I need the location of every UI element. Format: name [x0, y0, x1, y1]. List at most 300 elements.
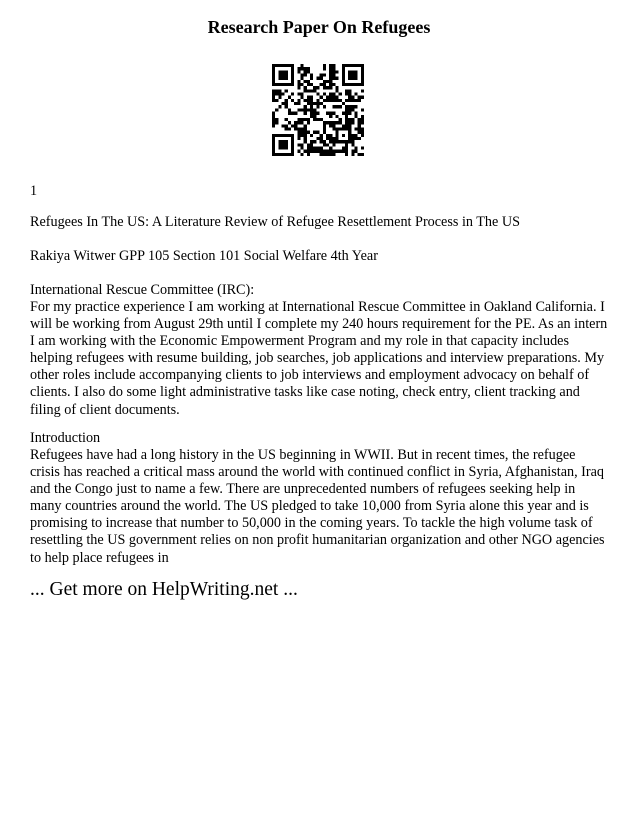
qr-module — [326, 121, 329, 124]
qr-module — [329, 146, 332, 149]
qr-module — [329, 124, 332, 127]
qr-module — [323, 121, 326, 124]
qr-module — [361, 131, 364, 134]
qr-module — [323, 93, 326, 96]
qr-module — [320, 150, 323, 153]
qr-module — [301, 121, 304, 124]
qr-module — [307, 146, 310, 149]
qr-module — [361, 146, 364, 149]
qr-module — [316, 93, 319, 96]
qr-module — [345, 89, 348, 92]
qr-module — [354, 77, 357, 80]
qr-module — [278, 134, 281, 137]
qr-module — [272, 77, 275, 80]
qr-module — [345, 64, 348, 67]
qr-module — [354, 64, 357, 67]
qr-module — [282, 146, 285, 149]
qr-module — [348, 89, 351, 92]
qr-module — [348, 105, 351, 108]
qr-module — [345, 112, 348, 115]
qr-module — [310, 102, 313, 105]
qr-module — [358, 127, 361, 130]
qr-module — [351, 83, 354, 86]
qr-module — [316, 118, 319, 121]
qr-module — [342, 67, 345, 70]
qr-module — [313, 118, 316, 121]
qr-module — [354, 99, 357, 102]
qr-module — [275, 89, 278, 92]
qr-module — [358, 99, 361, 102]
qr-module — [361, 67, 364, 70]
qr-module — [278, 153, 281, 156]
qr-module — [339, 121, 342, 124]
qr-module — [320, 83, 323, 86]
qr-module — [301, 134, 304, 137]
qr-module — [285, 102, 288, 105]
qr-module — [323, 127, 326, 130]
qr-module — [329, 67, 332, 70]
qr-module — [272, 67, 275, 70]
qr-module — [291, 143, 294, 146]
qr-module — [291, 70, 294, 73]
qr-module — [342, 83, 345, 86]
qr-module — [345, 121, 348, 124]
qr-module — [282, 102, 285, 105]
qr-module — [282, 134, 285, 137]
qr-module — [345, 108, 348, 111]
qr-module — [345, 153, 348, 156]
qr-module — [358, 124, 361, 127]
qr-module — [361, 118, 364, 121]
qr-module — [304, 118, 307, 121]
qr-module — [335, 99, 338, 102]
qr-module — [351, 74, 354, 77]
qr-module — [291, 137, 294, 140]
qr-module — [320, 74, 323, 77]
qr-module — [278, 140, 281, 143]
qr-module — [272, 74, 275, 77]
qr-module — [335, 140, 338, 143]
qr-module — [288, 64, 291, 67]
qr-module — [351, 108, 354, 111]
qr-module — [278, 146, 281, 149]
qr-module — [316, 131, 319, 134]
qr-module — [326, 96, 329, 99]
qr-module — [304, 127, 307, 130]
qr-module — [272, 99, 275, 102]
qr-module — [294, 127, 297, 130]
qr-module — [342, 102, 345, 105]
qr-module — [285, 89, 288, 92]
qr-module — [310, 150, 313, 153]
qr-module — [348, 131, 351, 134]
qr-module — [285, 146, 288, 149]
qr-module — [297, 143, 300, 146]
qr-module — [285, 105, 288, 108]
qr-module — [351, 134, 354, 137]
qr-module — [285, 74, 288, 77]
qr-module — [361, 89, 364, 92]
qr-module — [361, 96, 364, 99]
qr-module — [332, 137, 335, 140]
qr-module — [329, 64, 332, 67]
qr-module — [275, 64, 278, 67]
qr-module — [332, 96, 335, 99]
page-number: 1 — [30, 183, 38, 199]
qr-module — [272, 121, 275, 124]
qr-module — [320, 137, 323, 140]
qr-module — [351, 70, 354, 73]
qr-module — [288, 108, 291, 111]
qr-module — [297, 83, 300, 86]
qr-module — [354, 134, 357, 137]
qr-module — [282, 153, 285, 156]
qr-module — [304, 131, 307, 134]
qr-module — [272, 153, 275, 156]
qr-module — [301, 143, 304, 146]
qr-module — [345, 115, 348, 118]
qr-module — [275, 153, 278, 156]
qr-module — [361, 70, 364, 73]
qr-module — [342, 134, 345, 137]
qr-module — [291, 150, 294, 153]
qr-module — [307, 89, 310, 92]
qr-module — [358, 137, 361, 140]
qr-module — [301, 131, 304, 134]
page-title: Research Paper On Refugees — [207, 17, 431, 37]
qr-module — [345, 93, 348, 96]
introduction-label: Introduction — [30, 430, 101, 446]
qr-module — [272, 96, 275, 99]
qr-module — [335, 127, 338, 130]
qr-module — [285, 99, 288, 102]
qr-module — [351, 143, 354, 146]
qr-module — [335, 70, 338, 73]
qr-module — [354, 105, 357, 108]
qr-module — [316, 102, 319, 105]
qr-module — [316, 137, 319, 140]
qr-module — [272, 143, 275, 146]
qr-module — [329, 121, 332, 124]
qr-module — [304, 86, 307, 89]
qr-module — [323, 124, 326, 127]
qr-module — [335, 131, 338, 134]
qr-module — [358, 96, 361, 99]
qr-module — [288, 96, 291, 99]
introduction-paragraph: Refugees have had a long history in the US beginning in WWII. But in recent times, the refugee crisis has reached a critical mass around the world with continued conflict in Syria, Afghanistan, Iraq and the Congo just to name a few. There are unprecedented numbers of refugees seeking help in many countries around the world. The US pledged to take 10,000 from Syria alone this year and is promising to increase that number to 50,000 in the coming years. To tackle the high volume task of resettling the US government relies on non profit humanitarian organization and other NGO agencies to help place refugees in — [30, 447, 605, 566]
qr-module — [297, 137, 300, 140]
qr-module — [348, 137, 351, 140]
qr-module — [320, 96, 323, 99]
qr-module — [285, 134, 288, 137]
qr-module — [282, 70, 285, 73]
qr-module — [323, 143, 326, 146]
qr-module — [358, 153, 361, 156]
qr-module — [339, 118, 342, 121]
qr-module — [361, 80, 364, 83]
qr-module — [316, 86, 319, 89]
qr-module — [313, 140, 316, 143]
qr-module — [323, 150, 326, 153]
qr-module — [304, 112, 307, 115]
qr-module — [282, 74, 285, 77]
qr-module — [310, 115, 313, 118]
qr-module — [348, 134, 351, 137]
qr-module — [332, 140, 335, 143]
qr-module — [297, 102, 300, 105]
qr-module — [288, 134, 291, 137]
qr-module — [307, 118, 310, 121]
qr-module — [288, 112, 291, 115]
qr-module — [272, 115, 275, 118]
qr-module — [351, 77, 354, 80]
qr-module — [335, 134, 338, 137]
qr-module — [335, 150, 338, 153]
qr-module — [282, 64, 285, 67]
qr-module — [342, 64, 345, 67]
qr-module — [307, 150, 310, 153]
qr-module — [326, 99, 329, 102]
qr-module — [304, 67, 307, 70]
qr-module — [297, 127, 300, 130]
qr-module — [304, 124, 307, 127]
qr-module — [316, 77, 319, 80]
qr-module — [361, 77, 364, 80]
qr-module — [285, 77, 288, 80]
qr-module — [275, 118, 278, 121]
qr-module — [288, 127, 291, 130]
qr-module — [272, 137, 275, 140]
qr-module — [291, 93, 294, 96]
qr-module — [332, 77, 335, 80]
qr-module — [304, 74, 307, 77]
qr-module — [297, 86, 300, 89]
irc-paragraph: For my practice experience I am working at International Rescue Committee in Oakland California. I will be working from August 29th until I complete my 240 hours requirement for the PE. As an intern I am working with the Economic Empowerment Program and my role in that capacity includes helping refugees with resume building, job searches, job applications and interview preparations. My other roles include accompanying clients to job interviews and employment advocacy on behalf of clients. I also do some light administrative tasks like case noting, check entry, client tracking and filing of client documents. — [30, 299, 608, 418]
qr-module — [351, 121, 354, 124]
qr-module — [310, 83, 313, 86]
qr-module — [332, 93, 335, 96]
qr-module — [335, 77, 338, 80]
qr-module — [348, 118, 351, 121]
qr-module — [294, 102, 297, 105]
qr-module — [291, 134, 294, 137]
qr-module — [323, 80, 326, 83]
qr-module — [348, 112, 351, 115]
qr-module — [278, 143, 281, 146]
qr-module — [329, 70, 332, 73]
qr-module — [313, 146, 316, 149]
qr-module — [326, 80, 329, 83]
qr-module — [348, 83, 351, 86]
qr-module — [272, 112, 275, 115]
qr-module — [316, 112, 319, 115]
qr-module — [285, 64, 288, 67]
qr-module — [307, 80, 310, 83]
qr-module — [329, 80, 332, 83]
qr-module — [301, 127, 304, 130]
qr-module — [297, 70, 300, 73]
qr-module — [307, 131, 310, 134]
qr-module — [329, 74, 332, 77]
qr-module — [339, 99, 342, 102]
qr-module — [332, 127, 335, 130]
qr-module — [326, 134, 329, 137]
qr-module — [361, 108, 364, 111]
qr-module — [288, 121, 291, 124]
qr-module — [272, 70, 275, 73]
qr-module — [301, 93, 304, 96]
qr-module — [345, 143, 348, 146]
qr-module — [278, 64, 281, 67]
qr-module — [320, 153, 323, 156]
qr-module — [310, 112, 313, 115]
qr-module — [304, 99, 307, 102]
qr-module — [297, 108, 300, 111]
qr-module — [339, 140, 342, 143]
qr-module — [313, 102, 316, 105]
qr-module — [272, 93, 275, 96]
qr-module — [278, 74, 281, 77]
qr-module — [285, 153, 288, 156]
qr-module — [272, 140, 275, 143]
qr-module — [313, 131, 316, 134]
qr-module — [351, 99, 354, 102]
qr-module — [335, 121, 338, 124]
qr-module — [285, 143, 288, 146]
qr-module — [320, 140, 323, 143]
qr-module — [332, 153, 335, 156]
qr-module — [332, 83, 335, 86]
qr-module — [329, 77, 332, 80]
qr-module — [291, 124, 294, 127]
qr-module — [348, 99, 351, 102]
qr-module — [348, 121, 351, 124]
qr-module — [335, 86, 338, 89]
qr-module — [348, 96, 351, 99]
qr-module — [304, 105, 307, 108]
qr-module — [329, 115, 332, 118]
qr-module — [304, 140, 307, 143]
qr-module — [307, 121, 310, 124]
qr-module — [332, 105, 335, 108]
qr-module — [291, 153, 294, 156]
qr-module — [310, 105, 313, 108]
qr-module — [345, 118, 348, 121]
qr-module — [307, 96, 310, 99]
qr-module — [320, 134, 323, 137]
qr-module — [282, 143, 285, 146]
qr-module — [329, 86, 332, 89]
qr-module — [335, 96, 338, 99]
qr-module — [291, 74, 294, 77]
qr-module — [345, 83, 348, 86]
qr-module — [301, 96, 304, 99]
qr-module — [358, 131, 361, 134]
qr-module — [348, 124, 351, 127]
qr-module — [278, 83, 281, 86]
qr-module — [278, 77, 281, 80]
qr-module — [272, 118, 275, 121]
qr-module — [329, 137, 332, 140]
qr-module — [332, 67, 335, 70]
qr-module — [351, 137, 354, 140]
qr-module — [272, 150, 275, 153]
qr-code-icon — [272, 64, 364, 156]
qr-module — [278, 105, 281, 108]
qr-module — [329, 96, 332, 99]
qr-module — [348, 93, 351, 96]
qr-module — [313, 150, 316, 153]
qr-module — [329, 140, 332, 143]
qr-module — [351, 64, 354, 67]
qr-module — [304, 150, 307, 153]
qr-module — [307, 70, 310, 73]
qr-module — [332, 99, 335, 102]
qr-module — [326, 153, 329, 156]
qr-module — [291, 80, 294, 83]
qr-module — [339, 127, 342, 130]
qr-module — [313, 108, 316, 111]
qr-module — [278, 93, 281, 96]
qr-module — [285, 127, 288, 130]
qr-module — [361, 64, 364, 67]
qr-module — [342, 124, 345, 127]
qr-module — [320, 146, 323, 149]
qr-module — [329, 83, 332, 86]
qr-module — [351, 105, 354, 108]
qr-module — [348, 77, 351, 80]
qr-module — [329, 134, 332, 137]
qr-module — [326, 150, 329, 153]
qr-module — [329, 112, 332, 115]
qr-module — [291, 64, 294, 67]
qr-module — [351, 140, 354, 143]
qr-module — [304, 108, 307, 111]
qr-module — [342, 77, 345, 80]
qr-module — [301, 118, 304, 121]
qr-module — [304, 134, 307, 137]
qr-module — [297, 118, 300, 121]
qr-module — [342, 150, 345, 153]
qr-module — [310, 99, 313, 102]
qr-module — [288, 83, 291, 86]
qr-module — [335, 89, 338, 92]
qr-module — [307, 102, 310, 105]
qr-module — [354, 115, 357, 118]
qr-module — [354, 74, 357, 77]
qr-module — [310, 89, 313, 92]
qr-module — [278, 70, 281, 73]
qr-module — [351, 150, 354, 153]
qr-module — [291, 83, 294, 86]
qr-module — [323, 153, 326, 156]
qr-module — [307, 67, 310, 70]
qr-module — [323, 105, 326, 108]
qr-module — [307, 108, 310, 111]
qr-module — [304, 80, 307, 83]
qr-module — [332, 143, 335, 146]
qr-module — [358, 121, 361, 124]
irc-section-label: International Rescue Committee (IRC): — [30, 282, 255, 298]
qr-module — [332, 124, 335, 127]
qr-module — [316, 150, 319, 153]
qr-module — [345, 150, 348, 153]
get-more-link[interactable]: ... Get more on HelpWriting.net ... — [30, 579, 298, 600]
qr-module — [320, 77, 323, 80]
qr-module — [310, 140, 313, 143]
qr-module — [326, 137, 329, 140]
qr-module — [348, 64, 351, 67]
